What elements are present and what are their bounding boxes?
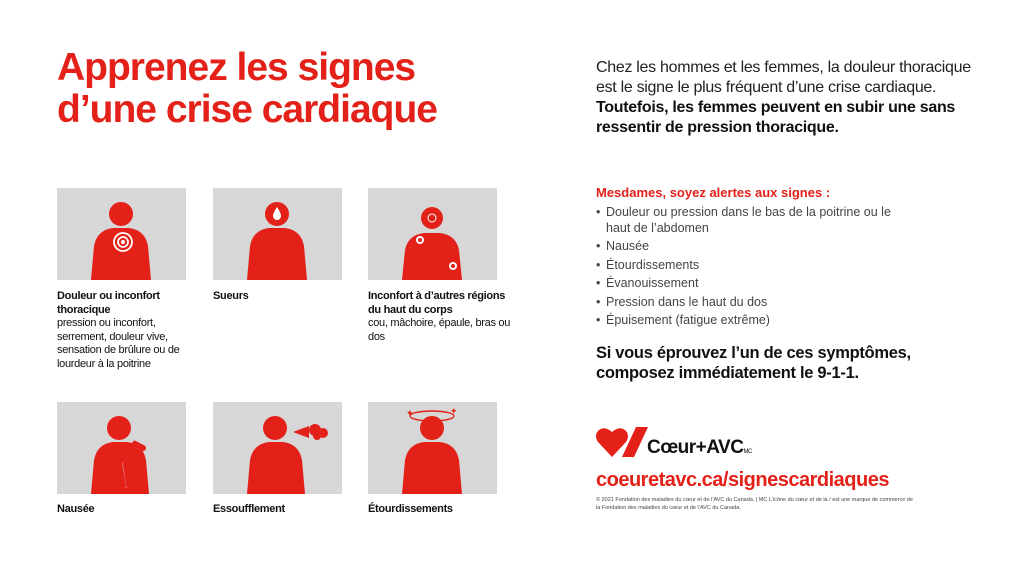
symptom-title: Inconfort à d’autres régions du haut du corps	[368, 290, 506, 316]
symptom-title: Sueurs	[213, 290, 249, 302]
symptom-caption-dizziness	[368, 503, 518, 517]
intro-regular: Chez les hommes et les femmes, la douleur thoracique est le signe le plus fréquent d’une crise cardiaque.	[596, 59, 971, 96]
dizziness-tile	[368, 402, 497, 494]
logo-text	[647, 437, 752, 459]
svg-text:✦: ✦	[450, 407, 458, 417]
symptom-caption-chest	[57, 290, 207, 371]
women-signs-list	[596, 205, 916, 332]
symptom-caption-breath	[213, 503, 363, 517]
symptom-title: Douleur ou inconfort thoracique	[57, 290, 160, 316]
title-line-1: Apprenez les signes	[57, 46, 416, 89]
legal-notice: © 2021 Fondation des maladies du cœur et de l’AVC du Canada. | MC L’icône du cœur et de la / est une marque de commerce de la Fondation des maladies du cœur et de l’AVC du Canada.	[596, 497, 913, 511]
intro-paragraph	[596, 58, 986, 138]
symptom-caption-upper-body	[368, 290, 518, 344]
chest-pain-icon	[57, 188, 186, 280]
symptom-title: Essoufflement	[213, 503, 285, 515]
dizziness-icon	[368, 402, 497, 494]
upper-body-pain-icon	[368, 188, 497, 280]
upper-body-pain-tile	[368, 188, 497, 280]
list-item: • Épuisement (fatigue extrême)	[596, 313, 916, 329]
website-link[interactable]: coeuretavc.ca/signescardiaques	[596, 469, 889, 491]
nausea-tile	[57, 402, 186, 494]
logo-name: Cœur+AVC	[647, 437, 744, 458]
list-item: • Étourdissements	[596, 258, 916, 274]
title-line-2: d’une crise cardiaque	[57, 88, 437, 131]
svg-text:✦: ✦	[406, 409, 414, 419]
logo-mark: MC	[743, 449, 752, 455]
symptom-title: Nausée	[57, 503, 95, 515]
page-title	[57, 47, 437, 131]
chest-pain-tile	[57, 188, 186, 280]
list-item: • Nausée	[596, 239, 916, 255]
sweat-tile	[213, 188, 342, 280]
call-to-action: Si vous éprouvez l’un de ces symptômes, composez immédiatement le 9-1-1.	[596, 344, 911, 382]
heart-slash-icon	[596, 425, 650, 459]
symptom-caption-nausea	[57, 503, 207, 517]
shortness-of-breath-icon	[213, 402, 342, 494]
shortness-of-breath-tile	[213, 402, 342, 494]
list-item: • Pression dans le haut du dos	[596, 295, 916, 311]
intro-bold: Toutefois, les femmes peuvent en subir une sans ressentir de pression thoracique.	[596, 99, 956, 136]
symptom-title: Étourdissements	[368, 503, 453, 515]
nausea-icon	[57, 402, 186, 494]
list-item: • Douleur ou pression dans le bas de la poitrine ou le haut de l’abdomen	[596, 205, 916, 236]
list-item: • Évanouissement	[596, 276, 916, 292]
women-heading: Mesdames, soyez alertes aux signes :	[596, 185, 831, 200]
sweat-icon	[213, 188, 342, 280]
symptom-description: cou, mâchoire, épaule, bras ou dos	[368, 317, 511, 343]
symptom-description: pression ou inconfort, serrement, douleur vive, sensation de brûlure ou de lourdeur à la poitrine	[57, 317, 180, 370]
symptom-caption-sweat	[213, 290, 363, 304]
